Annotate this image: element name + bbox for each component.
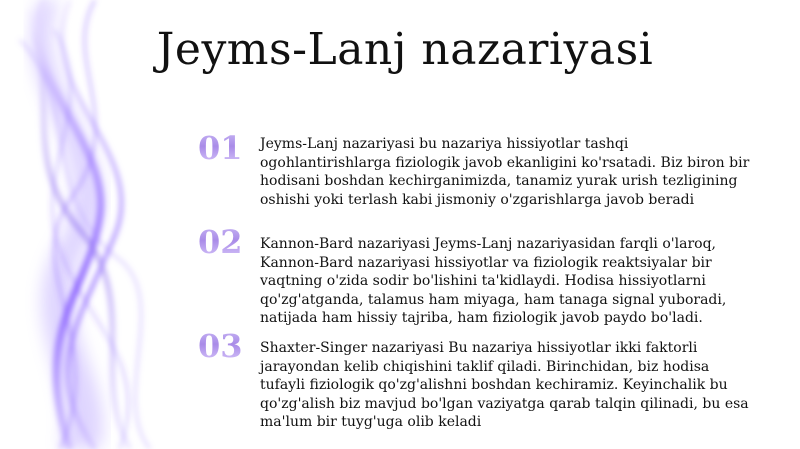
item-number-1: 01 (198, 129, 243, 167)
item-text-3: Shaxter-Singer nazariyasi Bu nazariya hissiyotlar ikki faktorli jarayondan kelib chiqishini taklif qiladi. Birinchidan, biz hodisa tufayli fiziologik qo'zg'alishni boshdan kechiramiz. Keyinchalik bu qo'zg'alish biz mavjud bo'lgan vaziyatga qarab talqin qilinadi, bu esa ma'lum bir tuyg'uga olib keladi (260, 340, 749, 430)
item-text-2: Kannon-Bard nazariyasi Jeyms-Lanj nazariyasidan farqli o'laroq, Kannon-Bard nazariyasi hissiyotlar va fiziologik reaktsiyalar bir vaqtning o'zida sodir bo'lishini ta'kidlaydi. Hodisa hissiyotlarni qo'zg'atganda, talamus ham miyaga, ham tanaga signal yuboradi, natijada ham hissiy tajriba, ham fiziologik javob paydo bo'ladi. (260, 236, 727, 326)
item-number-3: 03 (198, 327, 243, 365)
item-text-1: Jeyms-Lanj nazariyasi bu nazariya hissiyotlar tashqi ogohlantirishlarga fiziologik javob ekanligini ko'rsatadi. Biz biron bir hodisani boshdan kechirganimizda, tanamiz yurak urish tezligining oshishi yoki terlash kabi jismoniy o'zgarishlarga javob beradi (260, 136, 750, 208)
item-number-2: 02 (198, 223, 243, 261)
slide-title: Jeyms-Lanj nazariyasi (156, 24, 654, 75)
